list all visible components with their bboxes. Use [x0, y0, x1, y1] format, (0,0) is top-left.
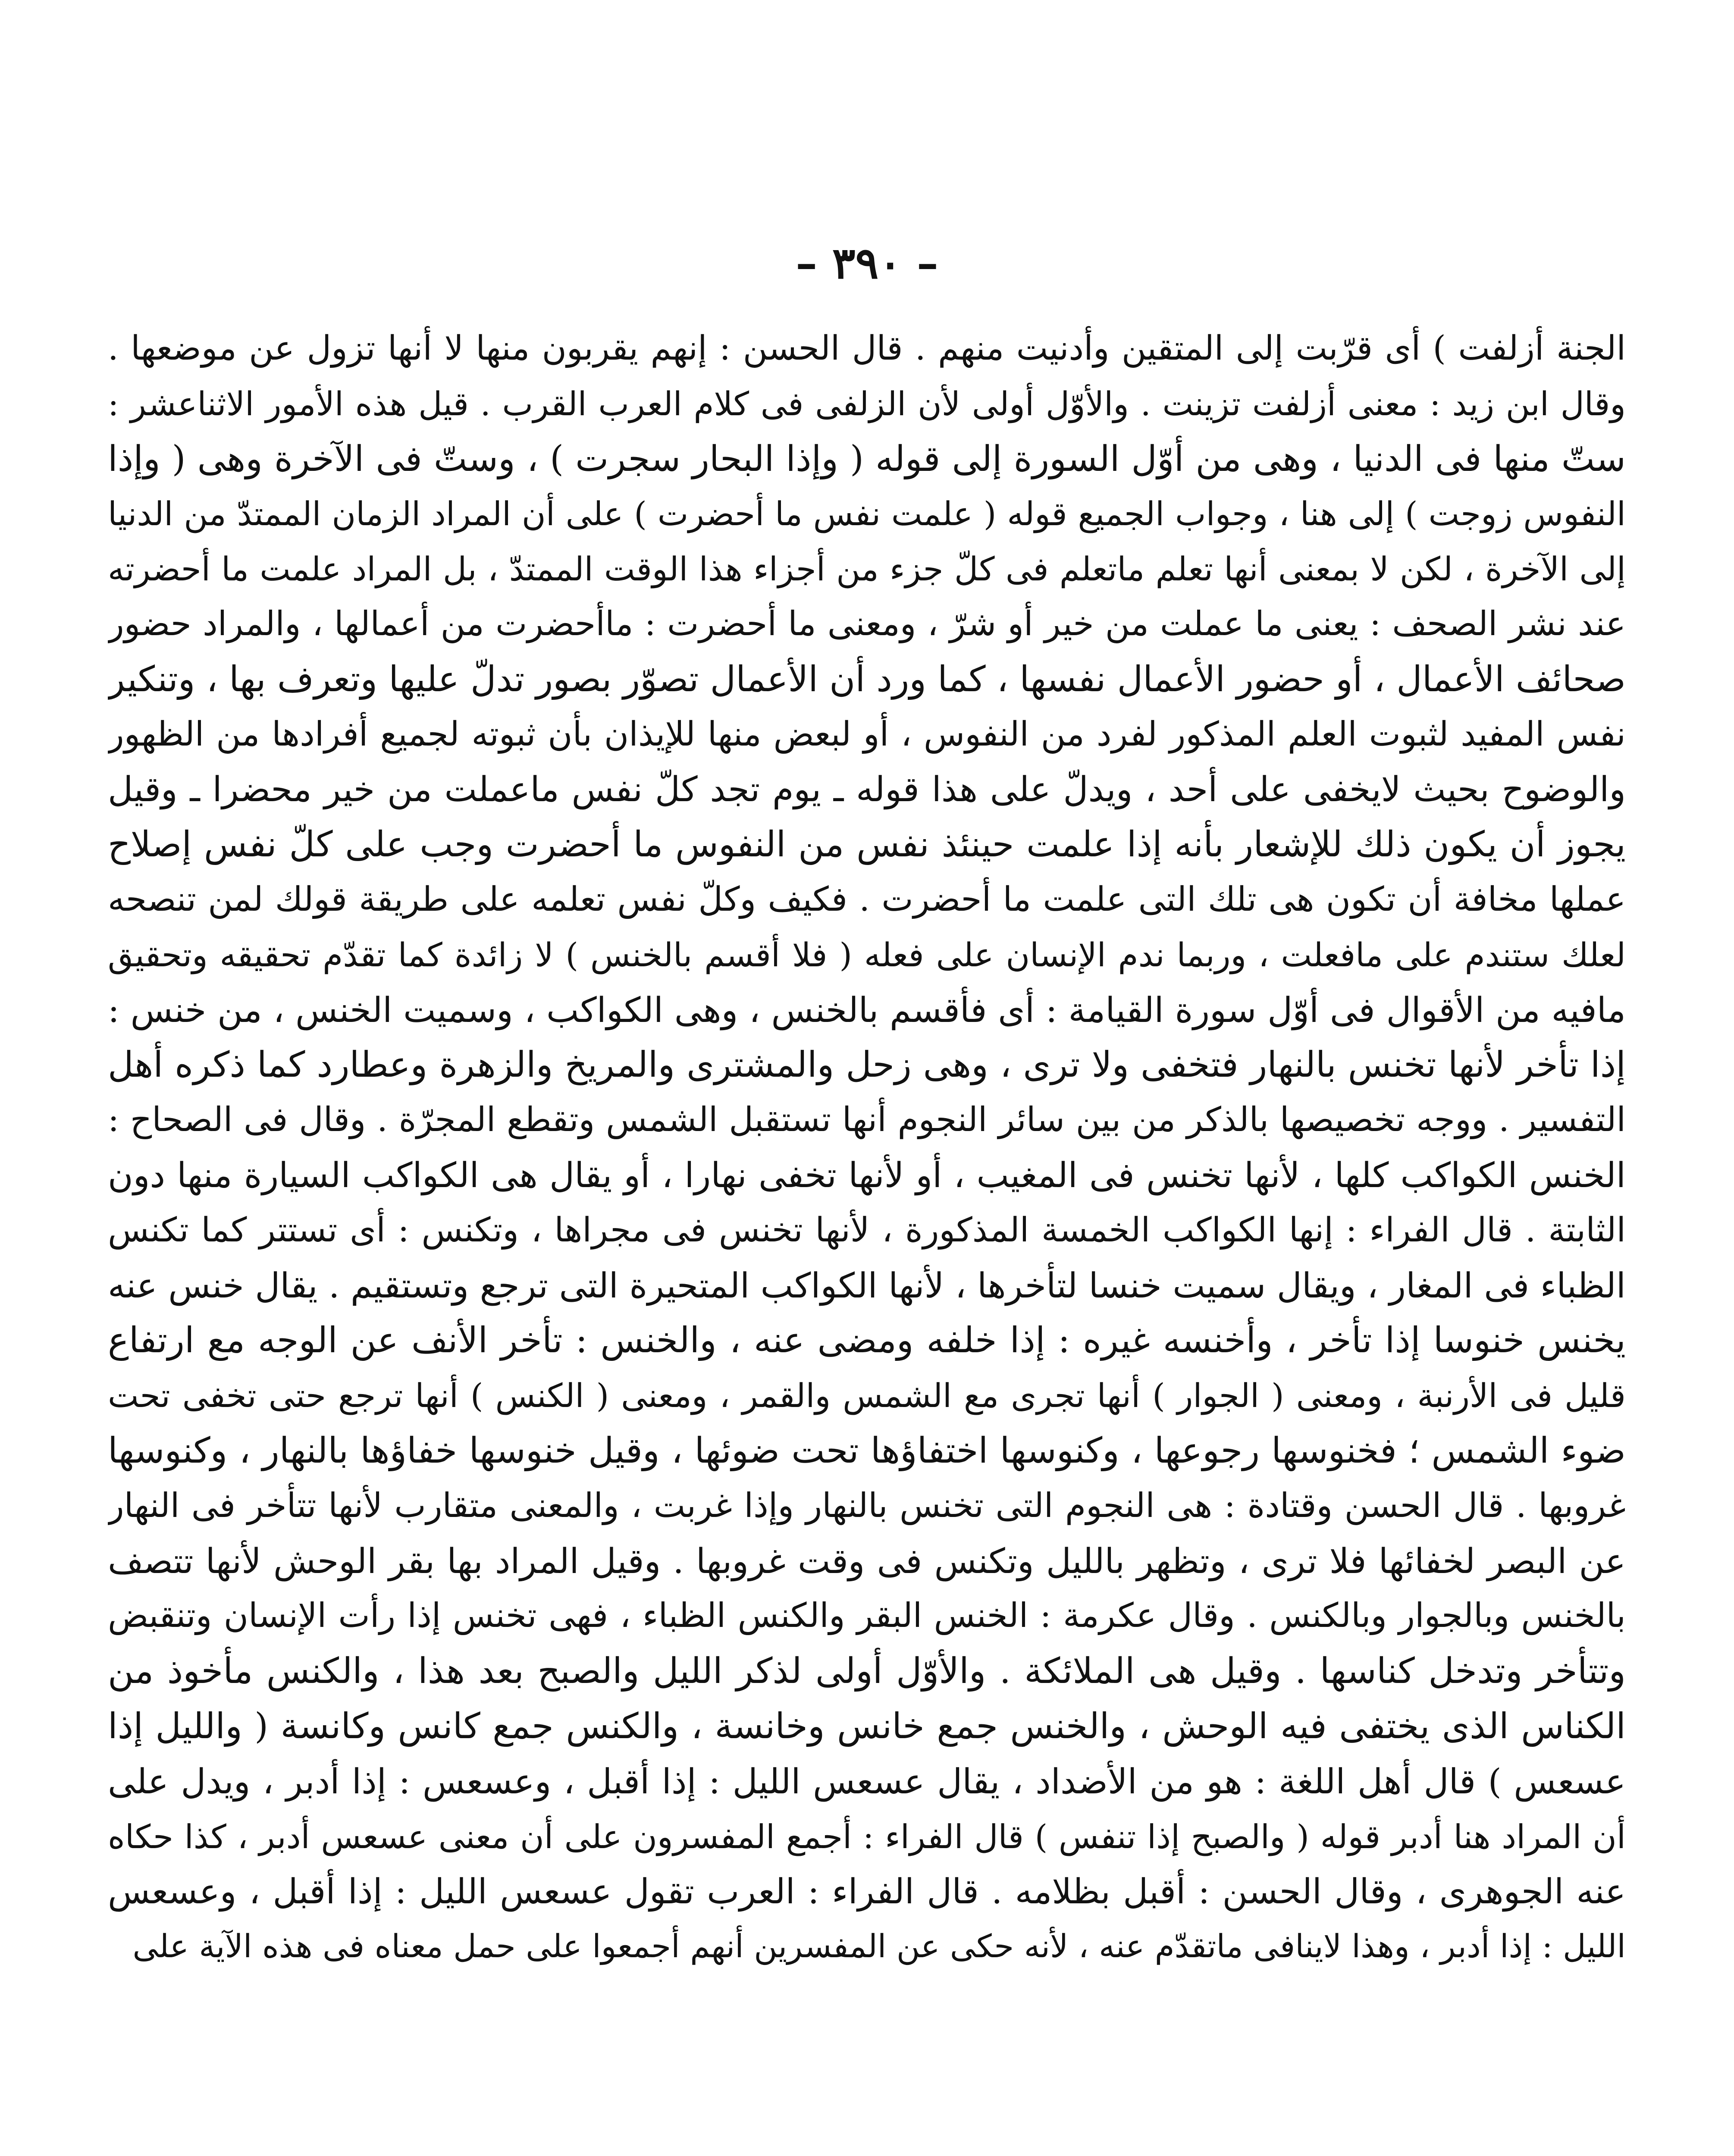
- text-line: وقال ابن زيد : معنى أزلفت تزينت . والأوّل أولى لأن الزلفى فى كلام العرب القرب . قيل هذه الأمور الاثناعشر :: [108, 384, 1626, 423]
- text-line: صحائف الأعمال ، أو حضور الأعمال نفسها ، كما ورد أن الأعمال تصوّر بصور تدلّ عليها وتعرف بها ، وتنكير: [108, 658, 1626, 700]
- text-line: عن البصر لخفائها فلا ترى ، وتظهر بالليل وتكنس فى وقت غروبها . وقيل المراد بها بقر الوحش لأنها تتصف: [108, 1541, 1626, 1581]
- text-line: لعلك ستندم على مافعلت ، وربما ندم الإنسان على فعله ( فلا أقسم بالخنس ) لا زائدة كما تقدّم تحقيقه وتحقيق: [108, 935, 1626, 974]
- text-line: إذا تأخر لأنها تخنس بالنهار فتخفى ولا ترى ، وهى زحل والمشترى والمريخ والزهرة وعطارد كما ذكره أهل: [108, 1044, 1626, 1086]
- text-line: ضوء الشمس ؛ فخنوسها رجوعها ، وكنوسها اختفاؤها تحت ضوئها ، وقيل خنوسها خفاؤها بالنهار ، وكنوسها: [108, 1430, 1626, 1471]
- text-line: ستّ منها فى الدنيا ، وهى من أوّل السورة إلى قوله ( وإذا البحار سجرت ) ، وستّ فى الآخرة وهى ( وإذا: [108, 438, 1626, 479]
- text-line: عسعس ) قال أهل اللغة : هو من الأضداد ، يقال عسعس الليل : إذا أقبل ، وعسعس : إذا أدبر ، ويدل على: [108, 1761, 1626, 1802]
- text-line: الثابتة . قال الفراء : إنها الكواكب الخمسة المذكورة ، لأنها تخنس فى مجراها ، وتكنس : أى تستتر كما تكنس: [108, 1210, 1626, 1250]
- text-line: نفس المفيد لثبوت العلم المذكور لفرد من النفوس ، أو لبعض منها للإيذان بأن ثبوته لجميع أفرادها من الظهور: [108, 714, 1626, 754]
- text-line: الظباء فى المغار ، ويقال سميت خنسا لتأخرها ، لأنها الكواكب المتحيرة التى ترجع وتستقيم . يقال خنس عنه: [108, 1265, 1626, 1306]
- text-line: مافيه من الأقوال فى أوّل سورة القيامة : أى فأقسم بالخنس ، وهى الكواكب ، وسميت الخنس ، من خنس :: [108, 990, 1626, 1030]
- text-line: الليل : إذا أدبر ، وهذا لاينافى ماتقدّم عنه ، لأنه حكى عن المفسرين أنهم أجمعوا على حمل معناه فى هذه الآية على: [132, 1928, 1626, 1965]
- text-line: بالخنس وبالجوار وبالكنس . وقال عكرمة : الخنس البقر والكنس الظباء ، فهى تخنس إذا رأت الإنسان وتنقبض: [108, 1596, 1626, 1636]
- page-number: – ٣٩٠ –: [796, 238, 938, 288]
- text-line: يجوز أن يكون ذلك للإشعار بأنه إذا علمت حينئذ نفس من النفوس ما أحضرت وجب على كلّ نفس إصلاح: [108, 824, 1626, 865]
- text-line: وتتأخر وتدخل كناسها . وقيل هى الملائكة . والأوّل أولى لذكر الليل والصبح بعد هذا ، والكنس مأخوذ من: [108, 1651, 1626, 1692]
- body-text: [108, 321, 1626, 1974]
- text-line: عند نشر الصحف : يعنى ما عملت من خير أو شرّ ، ومعنى ما أحضرت : ماأحضرت من أعمالها ، والمراد حضور: [108, 604, 1626, 643]
- text-line: أن المراد هنا أدبر قوله ( والصبح إذا تنفس ) قال الفراء : أجمع المفسرون على أن معنى عسعس أدبر ، كذا حكاه: [108, 1817, 1626, 1856]
- text-line: غروبها . قال الحسن وقتادة : هى النجوم التى تخنس بالنهار وإذا غربت ، والمعنى متقارب لأنها تتأخر فى النهار: [108, 1486, 1626, 1525]
- text-line: التفسير . ووجه تخصيصها بالذكر من بين سائر النجوم أنها تستقبل الشمس وتقطع المجرّة . وقال فى الصحاح :: [108, 1100, 1626, 1140]
- text-line: إلى الآخرة ، لكن لا بمعنى أنها تعلم ماتعلم فى كلّ جزء من أجزاء هذا الوقت الممتدّ ، بل المراد علمت ما أحضرته: [108, 550, 1626, 589]
- text-line: عملها مخافة أن تكون هى تلك التى علمت ما أحضرت . فكيف وكلّ نفس تعلمه على طريقة قولك لمن تنصحه: [108, 880, 1626, 919]
- text-line: عنه الجوهرى ، وقال الحسن : أقبل بظلامه . قال الفراء : العرب تقول عسعس الليل : إذا أقبل ، وعسعس: [108, 1871, 1626, 1912]
- text-line: النفوس زوجت ) إلى هنا ، وجواب الجميع قوله ( علمت نفس ما أحضرت ) على أن المراد الزمان الممتدّ من الدنيا: [108, 495, 1626, 533]
- text-line: والوضوح بحيث لايخفى على أحد ، ويدلّ على هذا قوله ـ يوم تجد كلّ نفس ماعملت من خير محضرا ـ وقيل: [108, 769, 1626, 810]
- text-line: يخنس خنوسا إذا تأخر ، وأخنسه غيره : إذا خلفه ومضى عنه ، والخنس : تأخر الأنف عن الوجه مع ارتفاع: [108, 1320, 1626, 1361]
- text-line: قليل فى الأرنبة ، ومعنى ( الجوار ) أنها تجرى مع الشمس والقمر ، ومعنى ( الكنس ) أنها ترجع حتى تخفى تحت: [108, 1376, 1626, 1415]
- text-line: الجنة أزلفت ) أى قرّبت إلى المتقين وأدنيت منهم . قال الحسن : إنهم يقربون منها لا أنها تزول عن موضعها .: [108, 329, 1626, 368]
- text-line: الكناس الذى يختفى فيه الوحش ، والخنس جمع خانس وخانسة ، والكنس جمع كانس وكانسة ( والليل إذا: [108, 1705, 1626, 1747]
- text-line: الخنس الكواكب كلها ، لأنها تخنس فى المغيب ، أو لأنها تخفى نهارا ، أو يقال هى الكواكب السيارة منها دون: [108, 1155, 1626, 1195]
